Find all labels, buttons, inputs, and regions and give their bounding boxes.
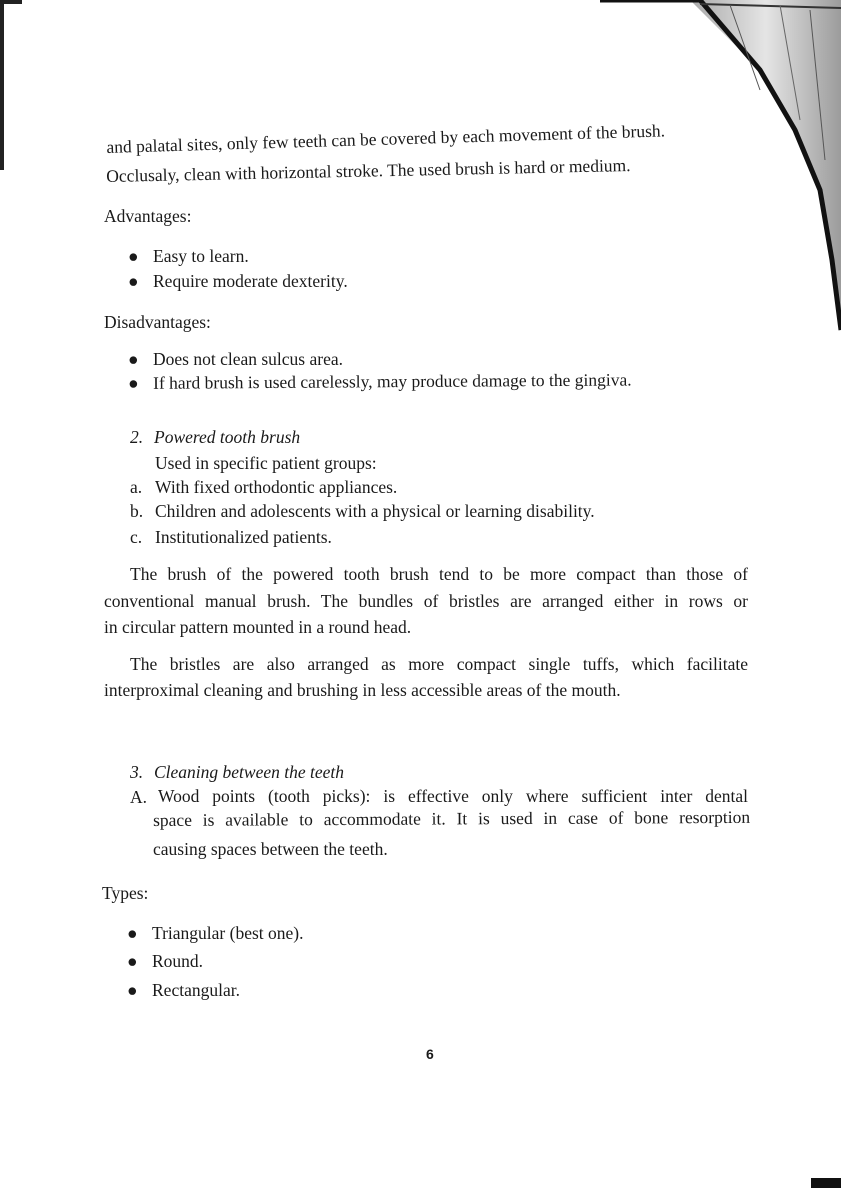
type-item: ● Rectangular. bbox=[127, 977, 240, 1003]
bullet-icon: ● bbox=[127, 951, 138, 971]
types-heading: Types: bbox=[102, 883, 149, 903]
scan-bottom-edge bbox=[811, 1178, 841, 1188]
section-2-intro: Used in specific patient groups: bbox=[155, 453, 377, 473]
bullet-icon: ● bbox=[128, 349, 139, 369]
group-text: Institutionalized patients. bbox=[155, 527, 332, 547]
type-item: ● Triangular (best one). bbox=[127, 920, 303, 946]
bullet-icon: ● bbox=[127, 923, 138, 943]
group-letter: a. bbox=[130, 477, 143, 497]
cleaning-item-line: causing spaces between the teeth. bbox=[153, 839, 388, 859]
disadvantages-heading: Disadvantages: bbox=[104, 312, 211, 332]
cleaning-item-line: space is available to accommodate it. It is used in case of bone resorption bbox=[153, 806, 751, 830]
advantage-item: ● Easy to learn. bbox=[128, 243, 249, 269]
scan-top-tick bbox=[0, 0, 22, 4]
disadvantage-item: ● Does not clean sulcus area. bbox=[128, 346, 343, 372]
section-2-number: 2. bbox=[130, 427, 144, 447]
bullet-icon: ● bbox=[128, 372, 139, 393]
section-2-title: Powered tooth brush bbox=[154, 427, 301, 447]
intro-line-2: Occlusaly, clean with horizontal stroke. The used brush is hard or medium. bbox=[106, 155, 631, 186]
bullet-icon: ● bbox=[127, 980, 138, 1000]
group-letter: c. bbox=[130, 527, 143, 547]
group-letter: b. bbox=[130, 501, 144, 521]
bullet-icon: ● bbox=[128, 246, 139, 266]
paragraph-2-line: interproximal cleaning and brushing in less accessible areas of the mouth. bbox=[104, 680, 621, 700]
page-number: 6 bbox=[426, 1046, 434, 1062]
section-3-title: Cleaning between the teeth bbox=[154, 762, 345, 782]
paragraph-1-line: in circular pattern mounted in a round head. bbox=[104, 617, 412, 637]
advantage-item: ● Require moderate dexterity. bbox=[128, 268, 348, 294]
paragraph-1-line: conventional manual brush. The bundles of bristles are arranged either in rows or bbox=[104, 591, 748, 611]
cleaning-item-letter: A. bbox=[130, 787, 148, 807]
group-text: Children and adolescents with a physical or learning disability. bbox=[155, 501, 595, 521]
scan-left-edge bbox=[0, 0, 4, 170]
disadvantage-item: ● If hard brush is used carelessly, may produce damage to the gingiva. bbox=[128, 366, 632, 396]
paragraph-2-line: The bristles are also arranged as more compact single tuffs, which facilitate bbox=[130, 654, 748, 674]
type-item: ● Round. bbox=[127, 948, 203, 974]
group-text: With fixed orthodontic appliances. bbox=[155, 477, 398, 497]
bullet-icon: ● bbox=[128, 271, 139, 291]
cleaning-item-line: Wood points (tooth picks): is effective only where sufficient inter dental bbox=[158, 786, 748, 806]
section-3-number: 3. bbox=[130, 762, 144, 782]
advantages-heading: Advantages: bbox=[104, 206, 192, 226]
paragraph-1-line: The brush of the powered tooth brush tend to be more compact than those of bbox=[130, 564, 748, 584]
intro-line-1: and palatal sites, only few teeth can be covered by each movement of the brush. bbox=[106, 120, 666, 157]
